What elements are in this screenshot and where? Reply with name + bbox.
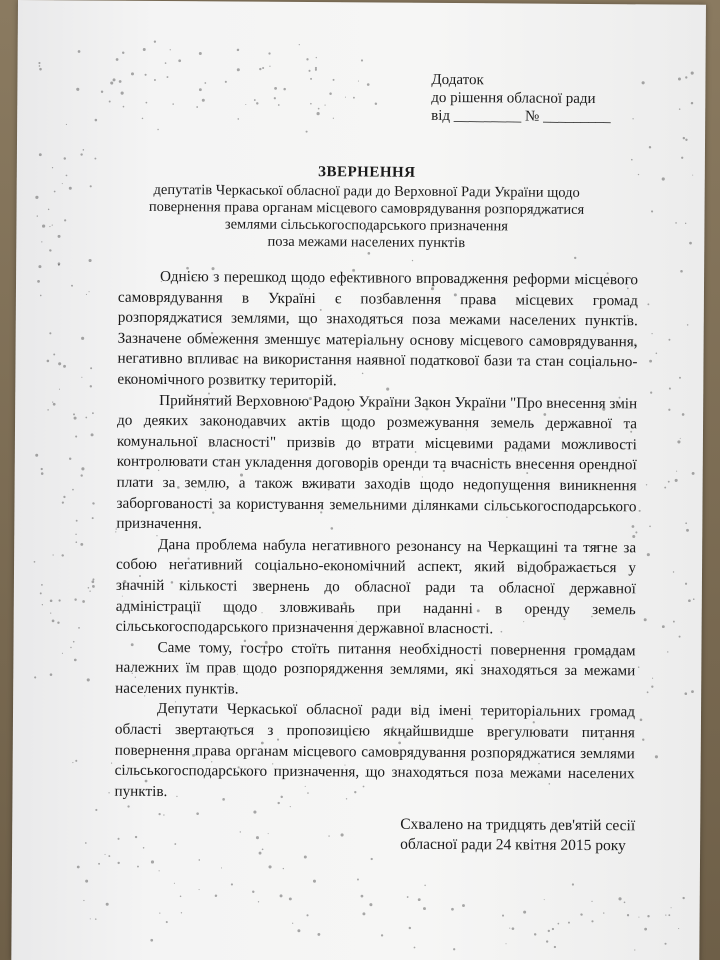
title-line-4: поза межами населених пунктів: [267, 233, 466, 252]
paragraph-5: Депутати Черкаської обласної ради від імені територіальних громад області звертаються з пропозицією якнайшвидше врегулювати питання повернення права органам місцевого самоврядування розпоряджатися землями сільськогосподарського призначення, що знаходяться поза межами населених пунктів.: [114, 700, 636, 800]
title-line-1: депутатів Черкаської обласної ради до Верховної Ради України щодо: [153, 181, 580, 201]
paragraph-2: Прийнятий Верховною Радою України Закон України "Про внесення змін до деяких законодавчих актів щодо розмежування земель державної та комунальної власності" призвів до втрати місцевими радами можливості контролювати стан укладення договорів оренди та вчасність внесення орендної плати за землю, а також вживати заходів щодо недопущення виникнення заборгованості за користування земельними ділянками сільськогосподарського призначення.: [116, 391, 638, 533]
title-block: [106, 163, 627, 254]
title-line-2: повернення права органам місцевого самоврядування розпоряджатися: [148, 198, 585, 218]
title-line-3: землями сільськогосподарського призначення: [224, 216, 509, 235]
approval-line-1: Схвалено на тридцять дев'ятій сесії: [400, 815, 636, 835]
document-sheet: [11, 0, 706, 960]
paragraph-3: Дана проблема набула негативного резонансу на Черкащині та тягне за собою негативний соціально-економічний аспект, який відображається у значній кількості звернень до обласної ради та обласної державної адміністрації щодо зловживань при наданні в оренду земель сільськогосподарського призначення державної власності.: [115, 535, 637, 638]
annex-decision: до рішення обласної ради: [431, 89, 596, 108]
annex-label: Додаток: [431, 71, 484, 89]
document-heading: ЗВЕРНЕННЯ: [318, 164, 416, 181]
document-body: [114, 267, 638, 806]
annex-block: [431, 71, 611, 126]
approval-line-2: обласної ради 24 квітня 2015 року: [400, 835, 626, 855]
document: [11, 0, 706, 960]
approval-block: [400, 815, 635, 857]
annex-date-number: від _________ № _________: [431, 107, 611, 126]
paragraph-1: Однією з перешкод щодо ефективного впровадження реформи місцевого самоврядування в Україні є позбавлення права місцевих громад розпоряджатися землями, що знаходяться поза межами населених пунктів. Зазначене обмеження зменшує матеріальну основу місцевого самоврядування, негативно впливає на використання наявної податкової бази та стан соціально-економічного розвитку територій.: [117, 267, 639, 390]
paragraph-4: Саме тому, гостро стоїть питання необхідності повернення громадам належних їм прав щодо розпорядження землями, які знаходяться за межами населених пунктів.: [115, 638, 636, 698]
